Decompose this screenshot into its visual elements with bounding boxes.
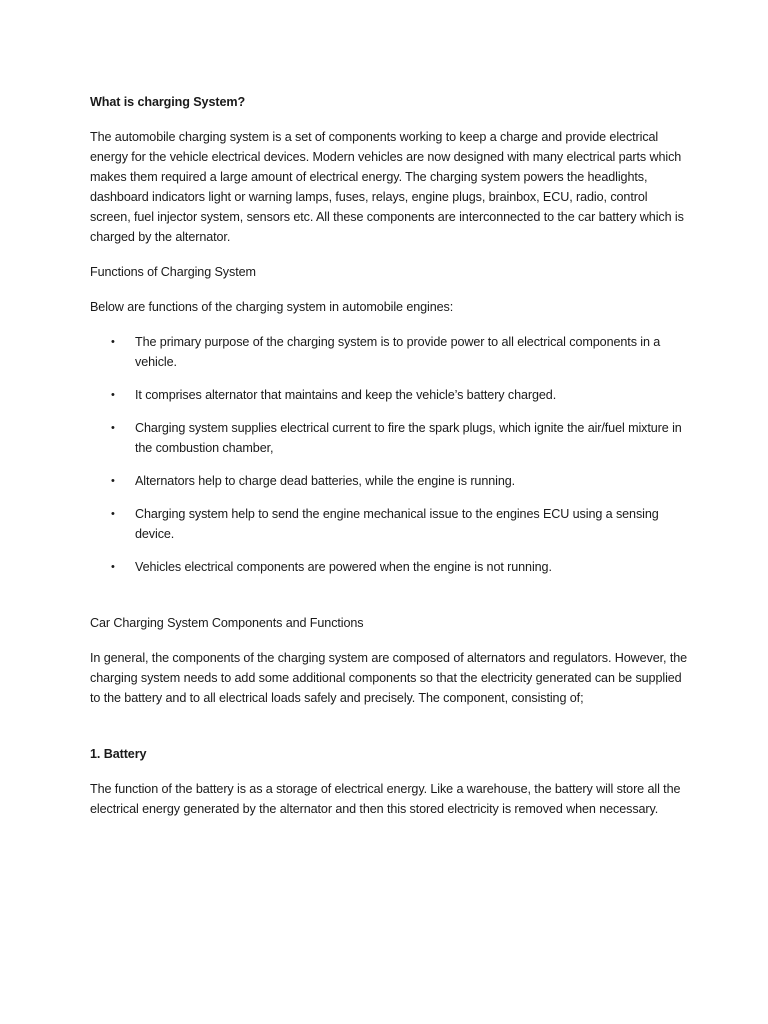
bullet-icon: •	[111, 422, 115, 434]
paragraph-battery: The function of the battery is as a storage of electrical energy. Like a warehouse, the battery will store all the electrical energy generated by the alternator and then this stored electricity is removed when necessary.	[90, 782, 681, 816]
heading-battery: 1. Battery	[90, 747, 147, 761]
list-item	[90, 385, 690, 405]
heading-components: Car Charging System Components and Functions	[90, 616, 364, 630]
list-item	[90, 557, 690, 577]
list-item-text: The primary purpose of the charging system is to provide power to all electrical components in a vehicle.	[135, 335, 661, 369]
document-body	[90, 92, 690, 819]
bullet-icon: •	[111, 561, 115, 573]
paragraph-components: In general, the components of the charging system are composed of alternators and regulators. However, the charging system needs to add some additional components so that the electricity generated can be supplied to the battery and to all electrical loads safely and precisely. The component, consisting of;	[90, 651, 688, 705]
heading-functions: Functions of Charging System	[90, 265, 256, 279]
bullet-icon: •	[111, 336, 115, 348]
list-item-text: Alternators help to charge dead batteries, while the engine is running.	[135, 474, 516, 488]
heading-what-is-charging-system: What is charging System?	[90, 95, 246, 109]
list-item-text: It comprises alternator that maintains and keep the vehicle’s battery charged.	[135, 388, 557, 402]
functions-list	[90, 332, 690, 577]
bullet-icon: •	[111, 475, 115, 487]
list-item-text: Vehicles electrical components are powered when the engine is not running.	[135, 560, 552, 574]
paragraph-functions-intro: Below are functions of the charging system in automobile engines:	[90, 300, 454, 314]
list-item-text: Charging system supplies electrical current to fire the spark plugs, which ignite the air/fuel mixture in the combustion chamber,	[135, 421, 682, 455]
list-item	[90, 504, 690, 544]
list-item	[90, 418, 690, 458]
paragraph-intro: The automobile charging system is a set of components working to keep a charge and provide electrical energy for the vehicle electrical devices. Modern vehicles are now designed with many electrical parts which makes them required a large amount of electrical energy. The charging system powers the headlights, dashboard indicators light or warning lamps, fuses, relays, engine plugs, brainbox, ECU, radio, control screen, fuel injector system, sensors etc. All these components are interconnected to the car battery which is charged by the alternator.	[90, 130, 684, 244]
list-item	[90, 471, 690, 491]
list-item-text: Charging system help to send the engine mechanical issue to the engines ECU using a sensing device.	[135, 507, 659, 541]
bullet-icon: •	[111, 508, 115, 520]
bullet-icon: •	[111, 389, 115, 401]
list-item	[90, 332, 690, 372]
